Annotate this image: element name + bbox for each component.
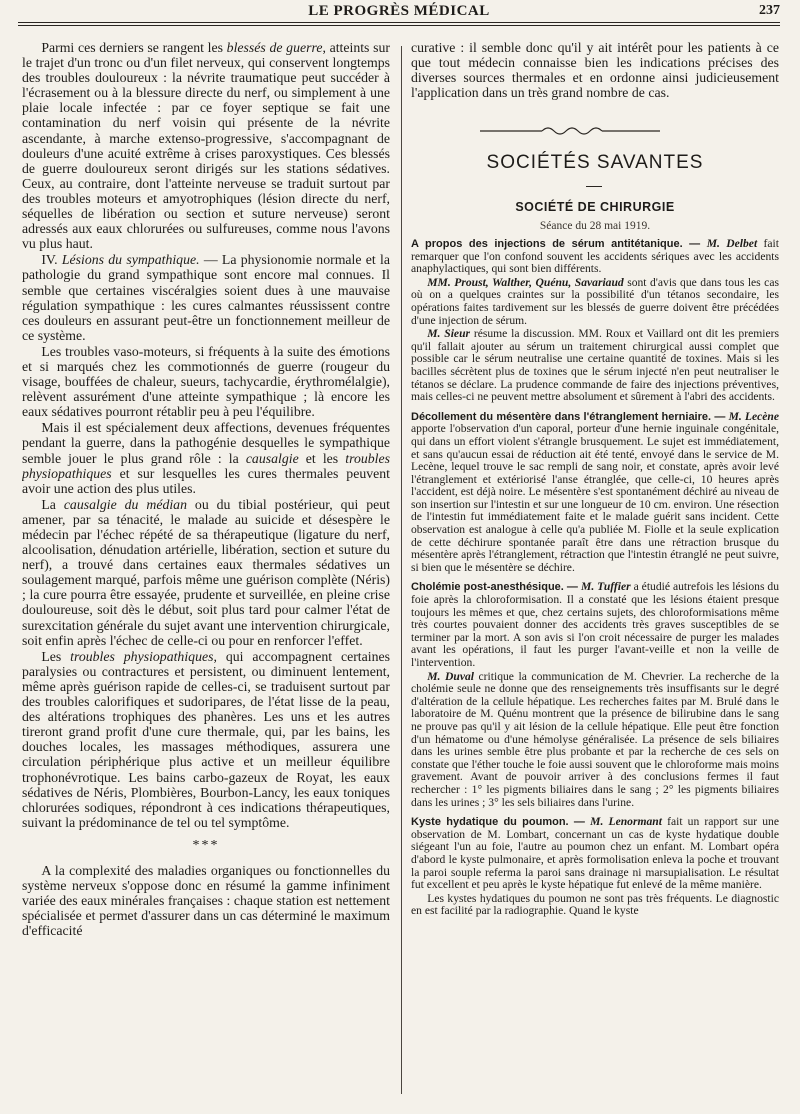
right-column [411,238,779,919]
column-divider [401,46,402,1094]
ornament-divider [480,122,660,140]
text-run: ou du tibial postérieur, qui peut amener, par sa ténacité, le malade au suicide et désespère le médecin par l'échec répété de sa thérapeutique (ligature du nerf, alcoolisation, dénudation artérielle, libération, section et suture du nerf), a trouvé dans certaines eaux thermales sédatives un soulagement marqué, parfois même une guérison complète (Néris) ; la cure pourra être essayée, prudente et surveillée, en pleine crise douloureuse, soit dès le début, soit plus tard pour calmer l'état de surexcitation générale du sujet avant une intervention chirurgicale, soit enfin après l'échec de celle-ci ou pour en renforcer l'effet. [22,496,390,648]
author: M. Sieur [427,327,471,341]
session-date: Séance du 28 mai 1919. [539,220,651,232]
text-run: a étudié autrefois les lésions du foie après la chloroformisation. Il a constaté que les lésions étaient presque toujours les mêmes et que, chez certains sujets, des chloroformisations même très courtes pouvaient donner des accidents très graves susceptibles de se terminer par la mort. A son avis si l'on croit nécessaire de purger les malades avant les opérations, il faut les purger l'avant-veille et non la veille de l'intervention. [411,580,779,669]
paragraph [22,649,390,830]
asterism-mark: * [201,837,211,853]
paragraph [22,497,390,648]
society-title: SOCIÉTÉ DE CHIRURGIE [515,200,675,214]
text-run: résume la discussion. MM. Roux et Vaillard ont dit les premiers qu'il fallait ajouter au sérum un traitement chirurgical aussi complet que possible car le sérum neutralise une certaine quantité de toxines. Mais si les bacilles sécrètent plus de toxines que le sérum injecté n'en peut neutraliser le tétanos se déclare. La prudence commande de faire des injections préventives, mais celles-ci ne peuvent mettre absolument et sûrement à l'abri des accidents. [411,327,779,404]
paragraph: Les troubles vaso-moteurs, si fréquents à la suite des émotions et si marqués chez les commotionnés de guerre (rougeur du visage, bouffées de chaleur, sueurs, tachycardie, érythromélalgie), relèvent assurément d'une atteinte sympathique ; là encore les eaux sédatives pourront rétablir peu à peu l'équilibre. [22,343,390,420]
text-run: , qui accompagnent certaines paralysies ou contractures et persistent, ou diminuent lentement, même après guérison rapide de celles-ci, se traduisent surtout par des troubles calorifiques et sudoripares, de l'état lisse de la peau, des altérations trophiques des phanères. Les uns et les autres tireront grand profit d'une cure thermale, qui, par les bains, les douches locales, les massages méthodiques, assurera une circulation périphérique plus active et un meilleur équilibre trophonévrotique. Les bains carbo-gazeux de Royat, les eaux sédatives de Néris, Plombières, Bourbon-Lancy, les eaux toniques chlorurées sodiques, répondront à ces indications thérapeutiques, suivant la prédominance de tel ou tel symptôme. [22,648,390,830]
italic-term: blessés de guerre [226,40,323,55]
text-run: Les [41,648,71,664]
section-short-rule [586,186,602,187]
text-run: , atteints sur le trajet d'un tronc ou d'un filet nerveux, qui conservent longtemps des troubles douloureux : la névrite traumatique peut succéder à l'écrasement ou à la blessure directe du nerf, ou simplement à une plaie locale infectée : par ce foyer septique se fait une contamination du nerf voisin qui présente de la névrite ascendante, à marche extenso-progressive, s'accompagnant de douleurs d'une acuité extrême à crises paroxystiques. Ces blessés de guerre douloureux seront dirigés sur les stations sédatives. Ceux, au contraire, dont l'atteinte nerveuse se traduit surtout par des troubles moteurs et amyotrophiques (lésion directe du nerf, séquelles de libération ou section et suture nerveuse) seront adressés aux eaux chlorurées ou sulfureuses, comme nous l'avons vu plus haut. [22,40,390,252]
text-run: fait un rapport sur une observation de M. Lombart, concernant un cas de kyste hydatique double siégeant l'un au foie, l'autre au poumon chez un enfant. M. Lombart opéra d'abord le kyste pulmonaire, et après formolisation enleva la poche et trouvant la paroi souple referma la paroi sans drainage ni marsupialisation. Le résultat fut excellent et peu après le kyste hépatique fut enlevé de la même manière. [411,815,779,892]
paragraph: Les kystes hydatiques du poumon ne sont pas très fréquents. Le diagnostic en est facilité par la radiographie. Quand le kyste [411,891,779,918]
text-run: critique la communication de M. Chevrier. La recherche de la cholémie seule ne donne que des renseignements très insuffisants sur le degré d'altération de la cellule hépatique. Les recherches faites par M. Brulé dans le laboratoire de M. Quénu montrent que la présence de bilirubine dans le sang ne prouve pas qu'il y ait lésion de la cellule hépatique. Elle peut être fonction d'un hématome ou d'une hémolyse généralisée. La présence de sels biliaires dans les urines semble être plus probante et par la recherche de ces sels on constate que l'éther touche le foie aussi souvent que le chloroforme mais moins gravement. Avant de pouvoir arriver à des conclusions fermes il faut rechercher : 1° les pigments biliaires dans le sang ; 2° les pigments biliaires dans les urines ; 3° les sels biliaires dans l'urine. [411,669,779,809]
article-title: A propos des injections de sérum antitétanique. — [411,238,707,250]
text-run: — La physionomie normale et la pathologie du grand sympathique sont encore mal connues. Il semble que certaines viscéralgies soient dues à une mauvaise régulation sympathique : les cures calmantes réussissent contre ces douleurs en assurant peut-être un fonctionnement meilleur de ce système. [22,252,390,343]
asterism-mark: * [210,837,220,853]
author: M. Lecène [728,409,779,423]
text-run: Parmi ces derniers se rangent les [41,40,227,55]
article [411,816,779,892]
text-run: et sur lesquelles les cures thermales peuvent avoir une action des plus utiles. [22,465,390,496]
text-run: Mais il est spécialement deux affections, devenues fréquentes pendant la guerre, dans la pathogénie desquelles le sympathique semble jouer le plus grand rôle : la [22,420,390,466]
left-column [22,40,390,939]
author: M. Lenormant [590,815,662,829]
author: M. Duval [427,669,474,683]
text-run: La [41,496,64,512]
section-number: IV. [41,252,62,268]
right-column-continuation [411,40,779,101]
article [411,411,779,575]
author: M. Tuffier [581,580,631,594]
text-run: apporte l'observation d'un caporal, porteur d'une hernie inguinale congénitale, qui dans un effort violent s'étrangle brusquement. Le sujet est immédiatement, et sans qu'aucun essai de réduction ait été tenté, envoyé dans le service de M. Lecène, lequel trouve le sac rempli de sang noir, et constate, après avoir levé l'étranglement et extériorisé l'anse étranglée, que celle-ci, 10 heures après l'accident, est déjà noire. Le mésentère s'est spontanément déchiré au niveau de son insertion sur l'intestin et sur une longueur de 10 cm. environ. Une résection de l'intestin fut immédiatement faite et le malade guérit sans incident. Cette observation est analogue à celle qu'a publiée M. Fiolle et la seule explication de cette déchirure spontanée paraît être dans une rétraction brusque du mésentère après l'étranglement, rétraction que l'intestin étranglé ne peut suivre, si bien que le mésentère se déchire. [411,422,779,574]
section-heading: Lésions du sympathique. [61,252,200,268]
author: M. Delbet [706,238,758,250]
text-run: sont d'avis que dans tous les cas où on a quelques craintes sur la possibilité d'un tétanos secondaire, les opérations faites tardivement sur les blessés de guerre doivent être précédées d'une injection de sérum. [411,275,779,327]
paragraph [411,328,779,404]
italic-term: causalgie du médian [63,496,187,512]
paragraph [22,252,390,343]
article-title: Cholémie post-anesthésique. — [411,581,582,594]
header-rule-bottom [18,25,780,26]
italic-term: troubles physiopathiques [70,648,214,664]
article [411,238,779,276]
page-number: 237 [759,3,780,18]
text-run: et les [298,450,346,466]
paragraph [22,40,390,251]
text-run: fait remarquer que l'on confond souvent les accidents sériques avec les accidents anaphylactiques, qui sont bien différents. [411,238,779,276]
paragraph [411,277,779,327]
article-title: Décollement du mésentère dans l'étranglement herniaire. — [411,410,729,423]
paragraph [411,671,779,810]
header-rule-top [18,22,780,23]
italic-term: causalgie [245,450,299,466]
paragraph: curative : il semble donc qu'il y ait intérêt pour les patients à ce que tout médecin connaisse bien les indications précises des diverses sources thermales et en ordonne ainsi judicieusement l'application dans un très grand nombre de cas. [411,40,779,101]
paragraph [22,420,390,495]
paragraph: A la complexité des maladies organiques ou fonctionnelles du système nerveux s'oppose donc en résumé la gamme infiniment variée des eaux minérales françaises : chaque station est nettement spécialisée et permet d'assurer dans un cas déterminé le maximum d'efficacité [22,862,390,939]
article [411,581,779,669]
asterism [22,838,390,853]
running-title: LE PROGRÈS MÉDICAL [308,3,490,19]
article-title: Kyste hydatique du poumon. — [411,816,591,829]
section-title: SOCIÉTÉS SAVANTES [486,152,704,173]
asterism-mark: * [192,837,202,853]
italic-term: troubles physiopathiques [22,450,390,481]
author: MM. Proust, Walther, Quénu, Savariaud [427,275,624,289]
